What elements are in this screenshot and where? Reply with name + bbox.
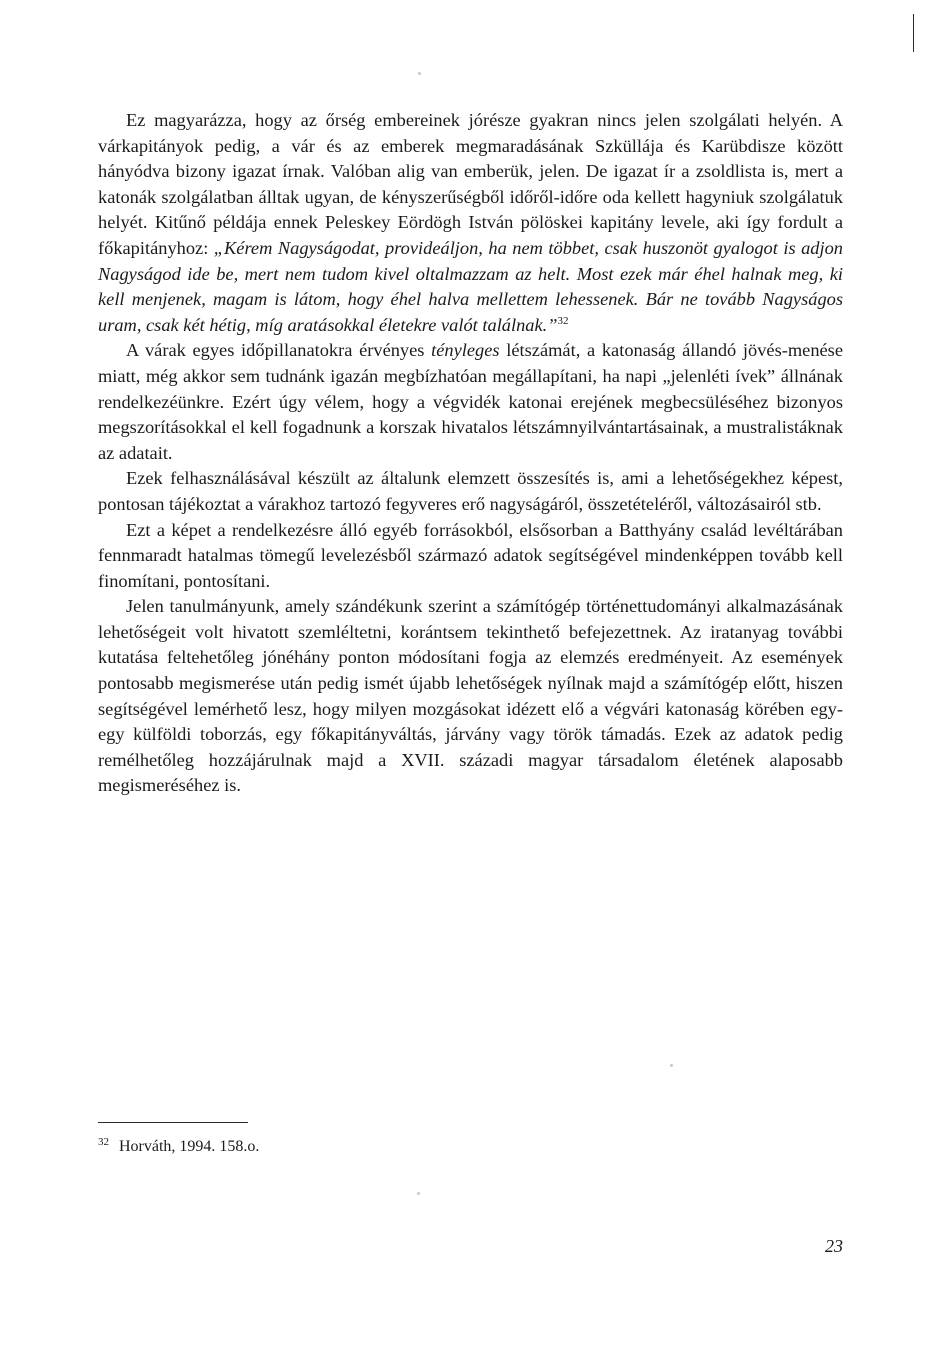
footnote-text: Horváth, 1994. 158.o. [119,1138,260,1155]
margin-mark [913,14,914,52]
paragraph-1-quote-run: „Kérem Nagyságodat, provideáljon, ha nem többet, csak huszonöt gyalogot is adjon Nagyságod ide be, mert nem tudom kivel oltalmazzam az helt. Most ezek már éhel halnak meg, ki kell menjenek, magam is látom, hogy éhel halva mellettem lehessenek. Bár ne tovább Nagyságos uram, csak két hétig, míg aratásokkal életekre valót találnak.” [98,237,843,335]
paragraph-2-text-run-b: létszámát, a katonaság állandó jövés-menése miatt, még akkor sem tudnánk igazán megbízhatóan megállapítani, ha napi „jelenléti ívek” állnának rendelkezéünkre. Ezért úgy vélem, hogy a végvidék katonai erejének megbecsüléséhez bizonyos megszorításokkal el kell fogadnunk a korszak hivatalos létszámnyilvántartásainak, a mustralistáknak az adatait. [98,340,843,463]
footnote-reference-32: 32 [557,314,569,327]
document-body [98,108,843,799]
paragraph-4-text-run: Ezt a képet a rendelkezésre álló egyéb forrásokból, elsősorban a Batthyány család levéltárában fennmaradt hatalmas tömegű levelezésből származó adatok segítségével mindenképpen tovább kell finomítani, pontosítani. [98,519,843,591]
page-number: 23 [825,1236,843,1256]
scan-speck [417,1192,420,1195]
paragraph-5-text-run: Jelen tanulmányunk, amely szándékunk szerint a számítógép történettudományi alkalmazásának lehetőségeit volt hivatott szemléltetni, korántsem tekinthető befejezettnek. Az iratanyag további kutatása feltehetőleg jónéhány ponton módosítani fogja az elemzés eredményeit. Az események pontosabb megismerése után pedig ismét újabb lehetőségek nyílnak majd a számítógép előtt, hiszen segítségével lemérhető lesz, hogy milyen mozgásokat idézett elő a végvári katonaság körében egy-egy külföldi toborzás, egy főkapitányváltás, járvány vagy török támadás. Ezek az adatok pedig remélhetőleg hozzájárulnak majd a XVII. századi magyar társadalom életének alaposabb megismeréséhez is. [98,596,843,796]
paragraph-1-text-run: Ez magyarázza, hogy az őrség embereinek jórésze gyakran nincs jelen szolgálati helyén. A várkapitányok pedig, a vár és az emberek megmaradásának Szküllája és Karübdisze között hányódva bizony igazat írnak. Valóban alig van emberük, jelen. De igazat ír a zsoldlista is, mert a katonák szolgálatban álltak ugyan, de kényszerűségből időről-időre oda kellett hagyniuk szolgálatuk helyét. Kitűnő példája ennek Peleskey Eördögh István pölöskei kapitány levele, aki így fordult a főkapitányhoz: [98,110,843,258]
paragraph-4 [98,518,843,595]
footnote-separator [98,1122,248,1123]
footnote-number: 32 [98,1135,109,1148]
scan-speck [418,72,421,75]
footnote-entry [98,1136,598,1158]
scan-speck [670,1064,673,1067]
paragraph-3-text-run: Ezek felhasználásával készült az általunk elemzett összesítés is, ami a lehetőségekhez képest, pontosan tájékoztat a várakhoz tartozó fegyveres erő nagyságáról, összetételéről, változásairól stb. [98,468,843,514]
paragraph-2-emphasis-run: tényleges [431,340,500,361]
paragraph-1 [98,108,843,338]
paragraph-2 [98,338,843,466]
paragraph-5 [98,594,843,799]
paragraph-2-text-run-a: A várak egyes időpillanatokra érvényes [126,340,432,361]
paragraph-3 [98,466,843,517]
